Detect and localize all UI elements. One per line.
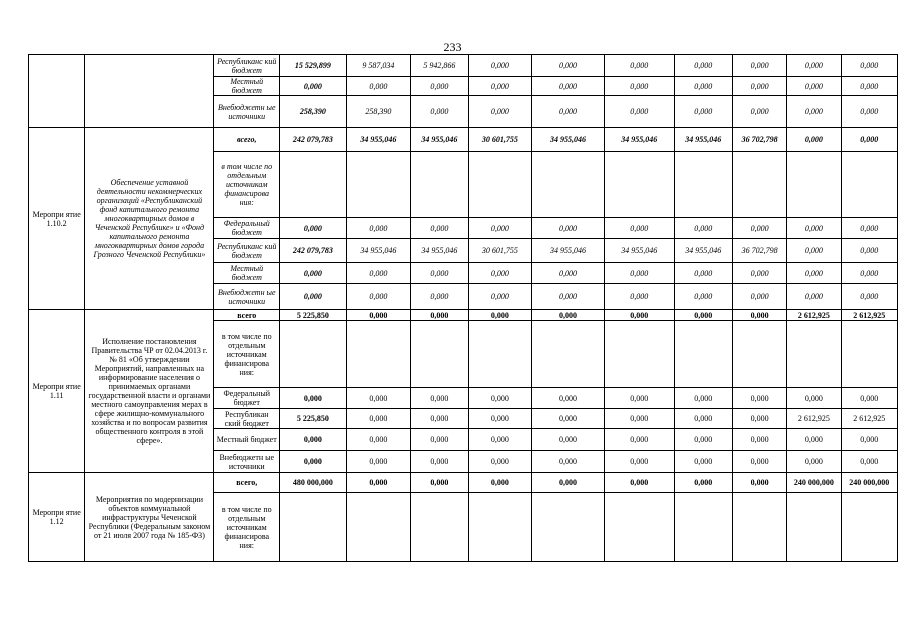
funding-source: Местный бюджет [214, 263, 280, 284]
year-value-cell: 0,000 [346, 263, 411, 284]
total-cell: 242 079,783 [280, 239, 347, 263]
year-value-cell: 34 955,046 [346, 239, 411, 263]
year-value-cell: 0,000 [674, 473, 732, 493]
total-cell: 0,000 [280, 263, 347, 284]
year-value-cell: 0,000 [468, 409, 532, 429]
funding-source: Республиканс кий бюджет [214, 239, 280, 263]
funding-source: в том числе по отдельным источникам финансирова ния: [214, 493, 280, 562]
year-value-cell: 0,000 [787, 388, 841, 409]
year-value-cell [674, 321, 732, 388]
year-value-cell: 258,390 [346, 96, 411, 128]
year-value-cell [732, 321, 786, 388]
year-value-cell: 34 955,046 [604, 128, 674, 152]
year-value-cell: 0,000 [604, 451, 674, 473]
funding-source: Внебюджетн ые источники [214, 451, 280, 473]
year-value-cell [411, 152, 468, 218]
year-value-cell: 30 601,755 [468, 128, 532, 152]
year-value-cell: 0,000 [346, 429, 411, 451]
year-value-cell: 0,000 [532, 96, 605, 128]
measure-description [85, 55, 214, 128]
table-row [29, 55, 898, 77]
year-value-cell [732, 152, 786, 218]
year-value-cell [841, 152, 897, 218]
year-value-cell: 0,000 [604, 409, 674, 429]
year-value-cell: 0,000 [841, 284, 897, 310]
year-value-cell: 0,000 [468, 96, 532, 128]
year-value-cell: 0,000 [532, 218, 605, 239]
measure-code: Меропри ятие 1.12 [29, 473, 85, 562]
year-value-cell: 34 955,046 [411, 128, 468, 152]
year-value-cell: 0,000 [674, 96, 732, 128]
funding-source: всего, [214, 128, 280, 152]
year-value-cell: 0,000 [732, 77, 786, 96]
year-value-cell: 2 612,925 [841, 310, 897, 321]
total-cell: 242 079,783 [280, 128, 347, 152]
year-value-cell: 0,000 [604, 473, 674, 493]
funding-source: Республикан ский бюджет [214, 409, 280, 429]
year-value-cell: 0,000 [532, 310, 605, 321]
year-value-cell: 0,000 [346, 310, 411, 321]
year-value-cell: 34 955,046 [346, 128, 411, 152]
year-value-cell: 0,000 [532, 473, 605, 493]
year-value-cell: 0,000 [411, 473, 468, 493]
year-value-cell: 0,000 [604, 388, 674, 409]
year-value-cell [787, 493, 841, 562]
year-value-cell: 0,000 [532, 55, 605, 77]
year-value-cell: 0,000 [411, 263, 468, 284]
year-value-cell [674, 493, 732, 562]
budget-table [28, 54, 898, 562]
total-cell: 480 000,000 [280, 473, 347, 493]
year-value-cell: 0,000 [787, 429, 841, 451]
year-value-cell: 0,000 [787, 77, 841, 96]
year-value-cell: 0,000 [732, 218, 786, 239]
year-value-cell: 0,000 [346, 218, 411, 239]
year-value-cell: 0,000 [732, 388, 786, 409]
year-value-cell [787, 152, 841, 218]
funding-source: Федеральный бюджет [214, 218, 280, 239]
year-value-cell: 0,000 [841, 451, 897, 473]
year-value-cell: 0,000 [841, 388, 897, 409]
year-value-cell: 0,000 [468, 310, 532, 321]
year-value-cell: 0,000 [346, 473, 411, 493]
funding-source: Местный бюджет [214, 429, 280, 451]
year-value-cell [841, 321, 897, 388]
funding-source: всего, [214, 473, 280, 493]
year-value-cell: 0,000 [468, 77, 532, 96]
year-value-cell: 0,000 [604, 96, 674, 128]
year-value-cell: 0,000 [604, 263, 674, 284]
year-value-cell: 34 955,046 [674, 128, 732, 152]
year-value-cell: 0,000 [787, 55, 841, 77]
year-value-cell: 9 587,034 [346, 55, 411, 77]
year-value-cell: 2 612,925 [787, 310, 841, 321]
year-value-cell: 0,000 [346, 388, 411, 409]
year-value-cell: 0,000 [532, 429, 605, 451]
year-value-cell: 0,000 [787, 128, 841, 152]
year-value-cell [604, 152, 674, 218]
funding-source: в том числе по отдельным источникам финансирова ния: [214, 321, 280, 388]
year-value-cell: 0,000 [841, 218, 897, 239]
total-cell [280, 321, 347, 388]
measure-code: Меропри ятие 1.11 [29, 310, 85, 473]
year-value-cell: 36 702,798 [732, 239, 786, 263]
year-value-cell: 0,000 [468, 473, 532, 493]
year-value-cell: 0,000 [468, 284, 532, 310]
year-value-cell: 0,000 [732, 473, 786, 493]
year-value-cell: 0,000 [468, 218, 532, 239]
year-value-cell: 0,000 [841, 128, 897, 152]
year-value-cell: 0,000 [411, 429, 468, 451]
year-value-cell: 0,000 [732, 263, 786, 284]
table-row [29, 128, 898, 152]
year-value-cell: 240 000,000 [841, 473, 897, 493]
year-value-cell: 0,000 [787, 284, 841, 310]
total-cell: 0,000 [280, 451, 347, 473]
year-value-cell: 0,000 [411, 310, 468, 321]
year-value-cell: 0,000 [732, 55, 786, 77]
year-value-cell: 0,000 [346, 451, 411, 473]
year-value-cell: 2 612,925 [841, 409, 897, 429]
total-cell [280, 493, 347, 562]
year-value-cell [468, 152, 532, 218]
year-value-cell [532, 321, 605, 388]
year-value-cell: 0,000 [732, 409, 786, 429]
funding-source: Местный бюджет [214, 77, 280, 96]
year-value-cell: 0,000 [411, 77, 468, 96]
total-cell: 0,000 [280, 388, 347, 409]
year-value-cell: 0,000 [787, 263, 841, 284]
measure-description: Обеспечение уставной деятельности некоммерческих организаций «Республиканский фонд капитального ремонта многоквартирных домов в Чеченской Республике» и «Фонд капитального ремонта многоквартирных домов города Грозного Чеченской Республики» [85, 128, 214, 310]
year-value-cell: 0,000 [411, 388, 468, 409]
year-value-cell: 0,000 [787, 96, 841, 128]
year-value-cell: 36 702,798 [732, 128, 786, 152]
year-value-cell: 0,000 [411, 218, 468, 239]
year-value-cell: 0,000 [674, 77, 732, 96]
year-value-cell: 0,000 [674, 388, 732, 409]
year-value-cell: 0,000 [732, 284, 786, 310]
year-value-cell: 5 942,866 [411, 55, 468, 77]
funding-source: Федеральный бюджет [214, 388, 280, 409]
funding-source: всего [214, 310, 280, 321]
year-value-cell: 0,000 [674, 409, 732, 429]
year-value-cell: 0,000 [841, 55, 897, 77]
year-value-cell: 0,000 [468, 55, 532, 77]
year-value-cell: 30 601,755 [468, 239, 532, 263]
year-value-cell: 34 955,046 [532, 128, 605, 152]
total-cell: 0,000 [280, 77, 347, 96]
year-value-cell: 0,000 [841, 429, 897, 451]
year-value-cell: 0,000 [532, 284, 605, 310]
year-value-cell: 0,000 [532, 77, 605, 96]
year-value-cell: 0,000 [841, 239, 897, 263]
year-value-cell: 34 955,046 [674, 239, 732, 263]
year-value-cell [346, 493, 411, 562]
year-value-cell: 0,000 [841, 96, 897, 128]
measure-description: Исполнение постановления Правительства ЧР от 02.04.2013 г. № 81 «Об утверждении Мероприятий, направленных на информирование населения о принимаемых органами государственной власти и органами местного самоуправления мерах в сфере жилищно-коммунального хозяйства и по вопросам развития общественного контроля в этой сфере». [85, 310, 214, 473]
year-value-cell: 0,000 [532, 409, 605, 429]
year-value-cell: 0,000 [674, 218, 732, 239]
year-value-cell: 0,000 [787, 218, 841, 239]
year-value-cell [787, 321, 841, 388]
year-value-cell [732, 493, 786, 562]
year-value-cell: 34 955,046 [411, 239, 468, 263]
year-value-cell: 0,000 [674, 284, 732, 310]
year-value-cell: 0,000 [674, 451, 732, 473]
funding-source: в том числе по отдельным источникам финансирова ния: [214, 152, 280, 218]
measure-code: Меропри ятие 1.10.2 [29, 128, 85, 310]
year-value-cell: 0,000 [604, 429, 674, 451]
year-value-cell [532, 152, 605, 218]
year-value-cell [604, 493, 674, 562]
year-value-cell: 0,000 [468, 451, 532, 473]
year-value-cell: 0,000 [674, 429, 732, 451]
year-value-cell: 0,000 [468, 263, 532, 284]
total-cell: 0,000 [280, 218, 347, 239]
year-value-cell: 0,000 [674, 263, 732, 284]
funding-source: Внебюджетн ые источники [214, 284, 280, 310]
year-value-cell [411, 321, 468, 388]
year-value-cell: 0,000 [604, 284, 674, 310]
year-value-cell: 0,000 [787, 239, 841, 263]
year-value-cell: 0,000 [532, 263, 605, 284]
year-value-cell: 0,000 [346, 77, 411, 96]
year-value-cell: 0,000 [674, 310, 732, 321]
year-value-cell: 0,000 [787, 451, 841, 473]
year-value-cell: 0,000 [411, 284, 468, 310]
year-value-cell: 0,000 [732, 310, 786, 321]
total-cell: 15 529,899 [280, 55, 347, 77]
year-value-cell: 0,000 [346, 409, 411, 429]
year-value-cell: 0,000 [732, 96, 786, 128]
total-cell: 5 225,850 [280, 409, 347, 429]
year-value-cell [841, 493, 897, 562]
table-row [29, 310, 898, 321]
table-body [29, 55, 898, 562]
year-value-cell: 34 955,046 [604, 239, 674, 263]
year-value-cell: 0,000 [732, 429, 786, 451]
year-value-cell [674, 152, 732, 218]
table-row [29, 473, 898, 493]
year-value-cell: 0,000 [604, 55, 674, 77]
total-cell: 258,390 [280, 96, 347, 128]
year-value-cell [346, 152, 411, 218]
year-value-cell: 0,000 [604, 77, 674, 96]
year-value-cell [532, 493, 605, 562]
total-cell [280, 152, 347, 218]
year-value-cell [411, 493, 468, 562]
funding-source: Внебюджетн ые источники [214, 96, 280, 128]
measure-code [29, 55, 85, 128]
year-value-cell: 0,000 [411, 96, 468, 128]
year-value-cell: 0,000 [604, 218, 674, 239]
year-value-cell [604, 321, 674, 388]
total-cell: 5 225,850 [280, 310, 347, 321]
total-cell: 0,000 [280, 284, 347, 310]
year-value-cell: 2 612,925 [787, 409, 841, 429]
page-number: 233 [443, 40, 462, 54]
year-value-cell: 0,000 [411, 409, 468, 429]
total-cell: 0,000 [280, 429, 347, 451]
year-value-cell [468, 321, 532, 388]
measure-description: Мероприятия по модернизации объектов коммунальной инфраструктуры Чеченской Республики (Федеральным законом от 21 июля 2007 года № 185-ФЗ) [85, 473, 214, 562]
year-value-cell [468, 493, 532, 562]
year-value-cell: 0,000 [411, 451, 468, 473]
year-value-cell: 0,000 [468, 388, 532, 409]
year-value-cell: 240 000,000 [787, 473, 841, 493]
year-value-cell: 0,000 [732, 451, 786, 473]
year-value-cell: 0,000 [841, 77, 897, 96]
year-value-cell: 34 955,046 [532, 239, 605, 263]
year-value-cell: 0,000 [841, 263, 897, 284]
funding-source: Республиканс кий бюджет [214, 55, 280, 77]
year-value-cell: 0,000 [532, 451, 605, 473]
year-value-cell: 0,000 [674, 55, 732, 77]
year-value-cell: 0,000 [604, 310, 674, 321]
year-value-cell: 0,000 [532, 388, 605, 409]
year-value-cell: 0,000 [346, 284, 411, 310]
year-value-cell [346, 321, 411, 388]
year-value-cell: 0,000 [468, 429, 532, 451]
